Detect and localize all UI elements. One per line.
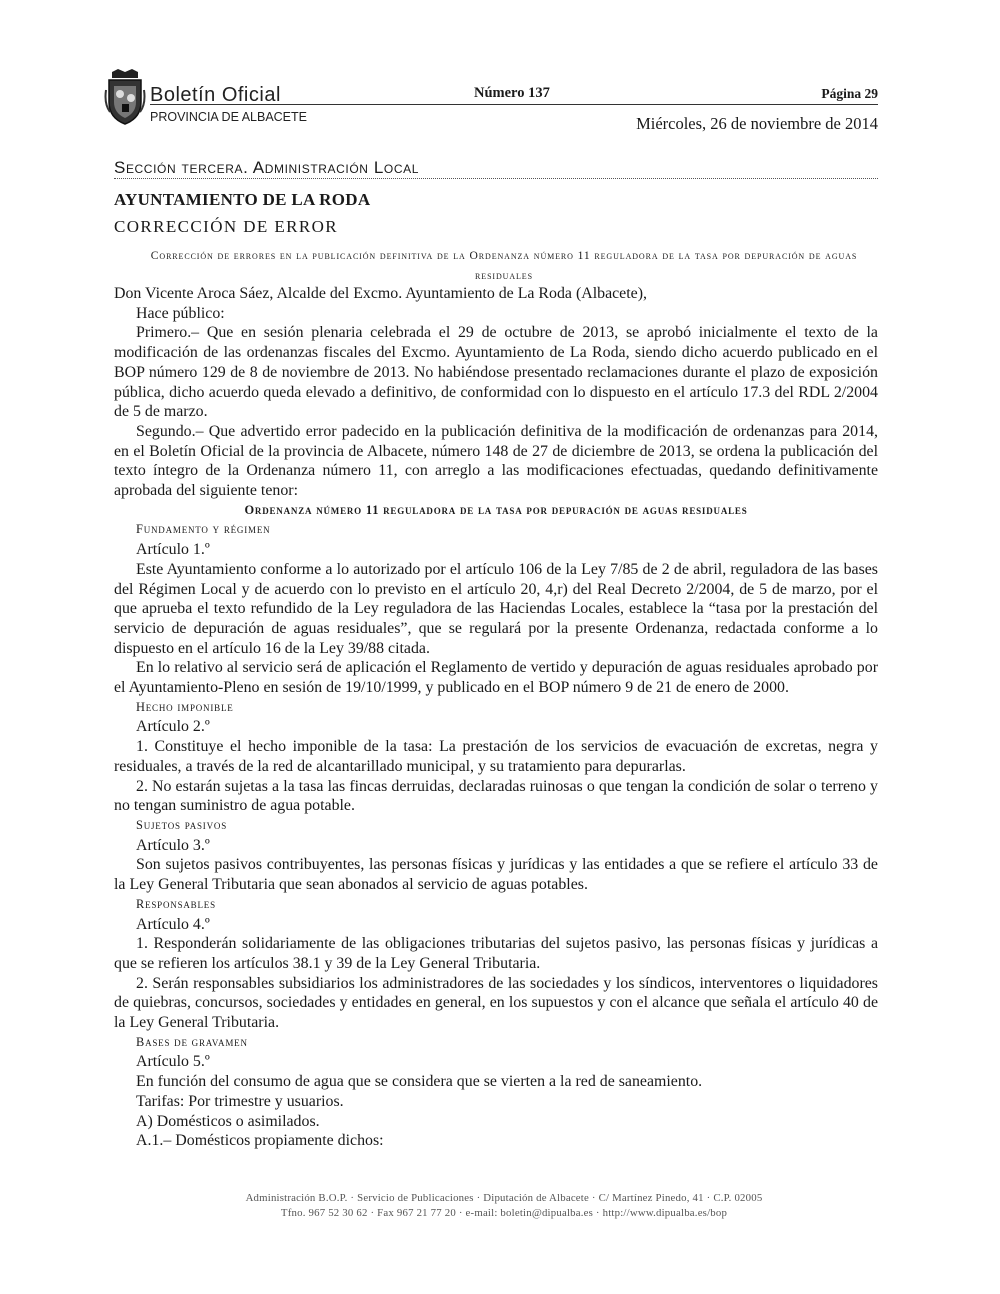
subheading: Fundamento y régimen	[136, 522, 271, 537]
subheading: Sujetos pasivos	[136, 817, 228, 832]
paragraph: 2. No estarán sujetas a la tasa las fincas derruidas, declaradas ruinosas o que tengan la condición de solar o terreno y no tengan suministro de agua potable.	[114, 777, 878, 815]
subheading: Bases de gravamen	[136, 1034, 248, 1049]
paragraph: A) Domésticos o asimilados.	[136, 1112, 320, 1130]
section-title: Sección tercera. Administración Local	[114, 158, 419, 177]
paragraph: 1. Constituye el hecho imponible de la tasa: La prestación de los servicios de evacuación de excretas, negra y residuales, a través de la red de alcantarillado municipal, y su tratamiento para depurarlas.	[114, 738, 878, 775]
issue-date: Miércoles, 26 de noviembre de 2014	[636, 114, 878, 133]
paragraph: Hace público:	[136, 304, 225, 322]
paragraph: 1. Responderán solidariamente de las obligaciones tributarias del sujetos pasivo, las personas físicas y jurídicas a que se refieren los artículos 38.1 y 39 de la Ley General Tributaria.	[114, 935, 878, 972]
paragraph: Primero.– Que en sesión plenaria celebrada el 29 de octubre de 2013, se aprobó inicialmente el texto de la modificación de las ordenanzas fiscales del Excmo. Ayuntamiento de La Roda, siendo dicho acuerdo publicado en el BOP número 129 de 8 de noviembre de 2013. No habiéndose presentado reclamaciones durante el plazo de exposición pública, dicho acuerdo queda elevado a definitivo, de conformidad con lo dispuesto en el artículo 17.3 del RDL 2/2004 de 5 de marzo.	[114, 324, 878, 421]
paragraph: A.1.– Domésticos propiamente dichos:	[136, 1132, 384, 1150]
paragraph: Tarifas: Por trimestre y usuarios.	[136, 1092, 344, 1110]
bulletin-brand: Boletín Oficial	[150, 84, 281, 106]
paragraph: Artículo 4.º	[136, 915, 210, 933]
paragraph: Artículo 3.º	[136, 836, 210, 854]
subheading: Hecho imponible	[136, 699, 234, 714]
paragraph: En función del consumo de agua que se considera que se vierten a la red de saneamiento.	[136, 1073, 703, 1091]
entity-name: AYUNTAMIENTO DE LA RODA	[114, 190, 371, 209]
province-name: PROVINCIA DE ALBACETE	[150, 110, 307, 124]
paragraph: Artículo 5.º	[136, 1053, 210, 1071]
paragraph: Son sujetos pasivos contribuyentes, las personas físicas y jurídicas y las entidades a que se refiere el artículo 33 de la Ley General Tributaria que sean abonados al servicio de aguas potables.	[114, 856, 878, 894]
issue-number: Número 137	[474, 85, 550, 101]
paragraph: 2. Serán responsables subsidiarios los administradores de las sociedades y los síndicos, interventores o liquidadores de quiebras, concursos, sociedades y entidades en general, en los supuestos y con el alcance que señala el artículo 40 de la Ley General Tributaria.	[114, 974, 878, 1032]
footer-address: Administración B.O.P. · Servicio de Publicaciones · Diputación de Albacete · C/ Martínez Pinedo, 41 · C.P. 02005	[245, 1192, 763, 1204]
coat-of-arms-logo	[104, 68, 146, 126]
paragraph: Don Vicente Aroca Sáez, Alcalde del Excmo. Ayuntamiento de La Roda (Albacete),	[114, 285, 647, 302]
document-type: CORRECCIÓN DE ERROR	[114, 217, 339, 236]
paragraph: Este Ayuntamiento conforme a lo autorizado por el artículo 106 de la Ley 7/85 de 2 de abril, reguladora de las bases del Régimen Local y de acuerdo con lo previsto en el artículo 20, 4,r) del Real Decreto 2/2004, de 5 de marzo, por el que aprueba el texto refundido de la Ley reguladora de las Haciendas Locales, establece la “tasa por la prestación del servicio de depuración de aguas residuales”, que se regulará por la presente Ordenanza, redactada conforme a lo dispuesto en el artículo 16 de la Ley 39/88 citada.	[114, 560, 878, 657]
footer-contact: Tfno. 967 52 30 62 · Fax 967 21 77 20 · e-mail: boletin@dipualba.es · http://www.dipualba.es/bop	[280, 1207, 728, 1219]
document-body	[114, 284, 878, 1151]
paragraph: En lo relativo al servicio será de aplicación el Reglamento de vertido y depuración de aguas residuales aprobado por el Ayuntamiento-Pleno en sesión de 19/10/1999, y publicado en el BOP número 9 de 21 de enero de 2000.	[114, 659, 878, 697]
section-rule	[114, 178, 878, 179]
document-subtitle: Corrección de errores en la publicación definitiva de la Ordenanza número 11 reguladora de la tasa por depuración de aguas residuales	[150, 249, 858, 282]
paragraph: Segundo.– Que advertido error padecido en la publicación definitiva de la modificación de ordenanzas para 2014, en el Boletín Oficial de la provincia de Albacete, número 148 de 27 de diciembre de 2013, se ordena la publicación del texto íntegro de la Ordenanza número 11, con arreglo a las modificaciones efectuadas, quedando definitivamente aprobada del siguiente tenor:	[114, 422, 878, 500]
header-rule	[150, 104, 878, 105]
paragraph: Artículo 2.º	[136, 718, 210, 736]
subheading: Responsables	[136, 896, 216, 911]
footer	[130, 1191, 878, 1221]
page-number: Página 29	[821, 86, 878, 101]
ordinance-title: Ordenanza número 11 reguladora de la tasa por depuración de aguas residuales	[244, 502, 748, 517]
paragraph: Artículo 1.º	[136, 541, 210, 559]
